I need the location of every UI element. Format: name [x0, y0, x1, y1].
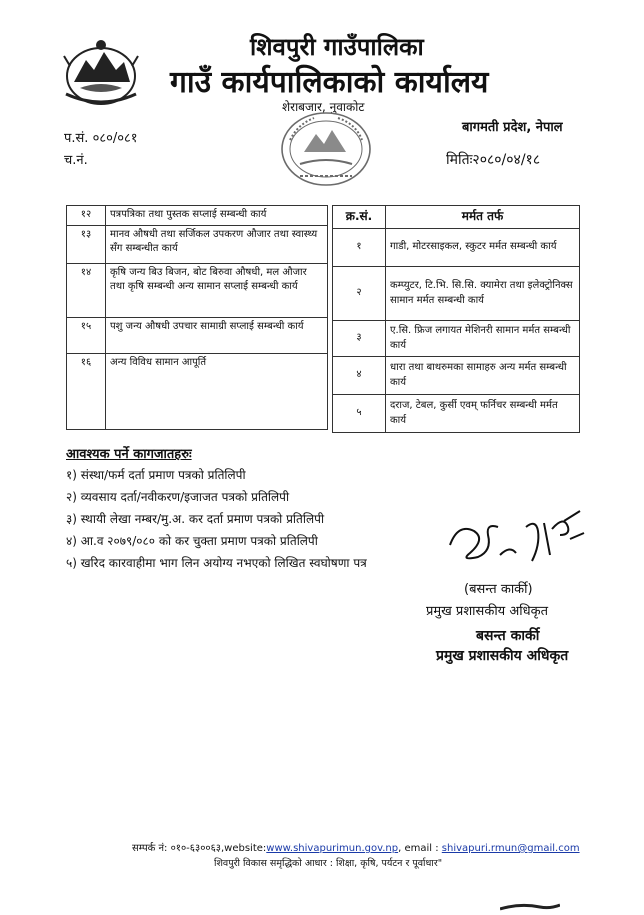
column-header-repair: मर्मत तर्फ — [386, 206, 580, 229]
row-number: ४ — [333, 357, 386, 395]
column-header-number: क्र.सं. — [333, 206, 386, 229]
row-text: कम्प्युटर, टि.भि. सि.सि. क्यामेरा तथा इलेक्ट्रोनिक्स सामान मर्मत सम्बन्धी कार्य — [386, 267, 580, 321]
row-text: कृषि जन्य बिउ बिजन, बोट बिरुवा औषधी, मल औजार तथा कृषि सम्बन्धी अन्य सामान सप्लाई सम्बन्धी कार्य — [106, 263, 328, 317]
row-number: १३ — [67, 225, 106, 263]
email-prefix: , email : — [398, 843, 442, 854]
table-header-row — [333, 206, 580, 229]
row-number: १५ — [67, 317, 106, 353]
handwritten-signature — [440, 505, 590, 575]
table-row — [333, 229, 580, 267]
requirements-list — [66, 466, 367, 576]
office-name: गाउँ कार्यपालिकाको कार्यालय — [170, 65, 489, 100]
list-item: २) व्यवसाय दर्ता/नवीकरण/इजाजत पत्रको प्रतिलिपी — [66, 490, 290, 504]
signatory-name: (बसन्त कार्की) — [464, 582, 533, 597]
row-text: दराज, टेबल, कुर्सी एवम् फर्निचर सम्बन्धी मर्मत कार्य — [386, 395, 580, 433]
row-number: ५ — [333, 395, 386, 433]
list-item: ३) स्थायी लेखा नम्बर/मु.अ. कर दर्ता प्रमाण पत्रको प्रतिलिपी — [66, 512, 325, 526]
nepal-emblem-icon — [60, 36, 142, 110]
row-text: पशु जन्य औषधी उपचार सामाग्री सप्लाई सम्बन्धी कार्य — [106, 317, 328, 353]
table-row — [333, 321, 580, 357]
org-name: शिवपुरी गाउँपालिका — [250, 33, 424, 61]
table-row — [67, 353, 328, 429]
website-link[interactable]: www.shivapurimun.gov.np — [266, 843, 399, 854]
table-row — [67, 206, 328, 226]
row-number: १४ — [67, 263, 106, 317]
table-row — [333, 357, 580, 395]
row-text: पत्रपत्रिका तथा पुस्तक सप्लाई सम्बन्धी कार्य — [106, 206, 328, 226]
signatory-post: प्रमुख प्रशासकीय अधिकृत — [426, 604, 549, 619]
table-row — [333, 395, 580, 433]
row-number: १२ — [67, 206, 106, 226]
row-text: ए.सि. फ्रिज लगायत मेशिनरी सामान मर्मत सम्बन्धी कार्य — [386, 321, 580, 357]
table-row — [67, 263, 328, 317]
email-link[interactable]: shivapuri.rmun@gmail.com — [441, 843, 580, 854]
scan-mark — [500, 896, 560, 906]
left-work-table — [66, 205, 328, 430]
list-item: ४) आ.व २०७९/०८० को कर चुक्ता प्रमाण पत्रको प्रतिलिपी — [66, 534, 318, 548]
name-stamp: बसन्त कार्की — [476, 628, 540, 644]
letter-date: मितिः२०८०/०४/१८ — [446, 152, 541, 168]
province-text: बागमती प्रदेश, नेपाल — [462, 120, 563, 135]
row-number: ३ — [333, 321, 386, 357]
reference-number: प.सं. ०८०/०८१ — [64, 131, 138, 146]
footer-contact — [132, 840, 580, 854]
row-text: गाडी, मोटरसाइकल, स्कुटर मर्मत सम्बन्धी कार्य — [386, 229, 580, 267]
row-number: २ — [333, 267, 386, 321]
office-location: शेराबजार, नुवाकोट — [282, 100, 365, 114]
row-number: १ — [333, 229, 386, 267]
table-row — [67, 317, 328, 353]
post-stamp: प्रमुख प्रशासकीय अधिकृत — [436, 648, 569, 664]
office-stamp — [270, 104, 382, 194]
row-text: मानव औषधी तथा सर्जिकल उपकरण औजार तथा स्वास्थ्य सँग सम्बन्धीत कार्य — [106, 225, 328, 263]
list-item: १) संस्था/फर्म दर्ता प्रमाण पत्रको प्रतिलिपी — [66, 468, 246, 482]
row-text: धारा तथा बाथरुमका सामाहरु अन्य मर्मत सम्बन्धी कार्य — [386, 357, 580, 395]
table-row — [67, 225, 328, 263]
row-text: अन्य विविध सामान आपूर्ति — [106, 353, 328, 429]
repair-work-table — [332, 205, 580, 433]
dispatch-number: च.नं. — [64, 153, 88, 168]
row-number: १६ — [67, 353, 106, 429]
contact-prefix: सम्पर्क नं: ०१०-६३००६३,website: — [132, 843, 267, 854]
requirements-heading: आवश्यक पर्ने कागजातहरुः — [66, 447, 192, 462]
list-item: ५) खरिद कारवाहीमा भाग लिन अयोग्य नभएको लिखित स्वघोषणा पत्र — [66, 556, 367, 570]
footer-slogan: शिवपुरी विकास समृद्धिको आधार : शिक्षा, कृषि, पर्यटन र पूर्वाधार" — [214, 858, 443, 869]
table-row — [333, 267, 580, 321]
